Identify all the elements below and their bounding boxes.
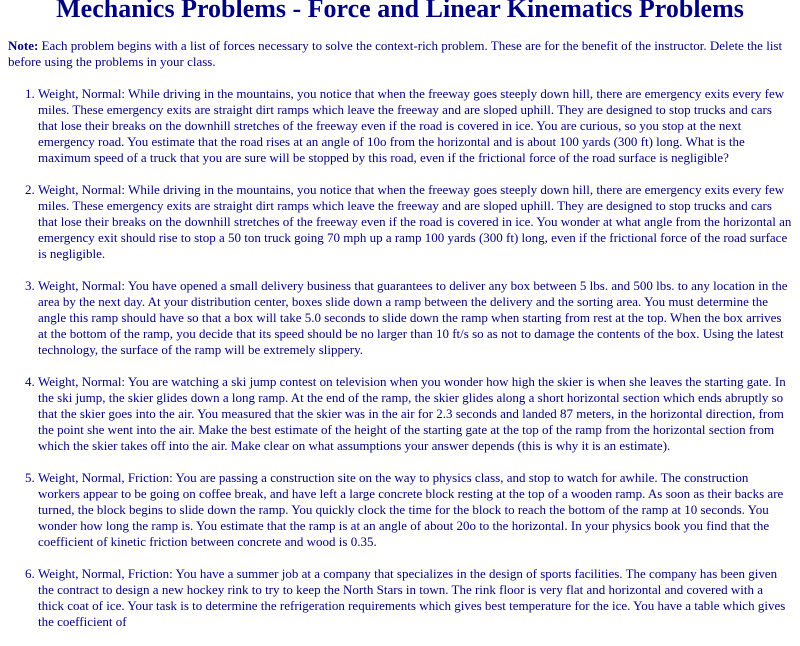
problem-item-6: 6. Weight, Normal, Friction: You have a summer job at a company that specializes in the design of sports facilities. The company has been given the contract to design a new hockey rink to try to keep the North Stars in town. The rink floor is very flat and horizontal and covered with a thick coat of ice. Your task is to determine the refrigeration requirements which gives best temperature for the ice. You have a table which gives the coefficient of bbox=[38, 566, 792, 630]
document-page bbox=[8, 0, 792, 646]
problem-item-3: 3. Weight, Normal: You have opened a small delivery business that guarantees to deliver any box between 5 lbs. and 500 lbs. to any location in the area by the next day. At your distribution center, boxes slide down a ramp between the delivery and the sorting area. You must determine the angle this ramp should have so that a box will take 5.0 seconds to slide down the ramp when starting from rest at the top. When the box arrives at the bottom of the ramp, you decide that its speed should be no larger than 10 ft/s so as not to damage the contents of the box. Using the latest technology, the surface of the ramp will be extremely slippery. bbox=[38, 278, 792, 358]
problem-item-5: 5. Weight, Normal, Friction: You are passing a construction site on the way to physics class, and stop to watch for awhile. The construction workers appear to be going on coffee break, and have left a large concrete block resting at the top of a wooden ramp. As soon as their backs are turned, the block begins to slide down the ramp. You quickly clock the time for the block to reach the bottom of the ramp at 10 seconds. You wonder how long the ramp is. You estimate that the ramp is at an angle of about 20o to the horizontal. In your physics book you find that the coefficient of kinetic friction between concrete and wood is 0.35. bbox=[38, 470, 792, 550]
instructor-note bbox=[8, 38, 792, 70]
note-label: Note: bbox=[8, 38, 39, 53]
problem-item-2: 2. Weight, Normal: While driving in the mountains, you notice that when the freeway goes steeply down hill, there are emergency exits every few miles. These emergency exits are straight dirt ramps which leave the freeway and are sloped uphill. They are designed to stop trucks and cars that lose their breaks on the downhill stretches of the freeway even if the road is covered in ice. You wonder at what angle from the horizontal an emergency exit should rise to stop a 50 ton truck going 70 mph up a ramp 100 yards (300 ft) long, even if the frictional force of the road surface is negligible. bbox=[38, 182, 792, 262]
problem-list bbox=[8, 86, 792, 630]
note-text: Each problem begins with a list of forces necessary to solve the context-rich problem. These are for the benefit of the instructor. Delete the list before using the problems in your class. bbox=[8, 38, 783, 69]
page-title: Mechanics Problems - Force and Linear Kinematics Problems bbox=[56, 0, 744, 23]
problem-item-1: 1. Weight, Normal: While driving in the mountains, you notice that when the freeway goes steeply down hill, there are emergency exits every few miles. These emergency exits are straight dirt ramps which leave the freeway and are sloped uphill. They are designed to stop trucks and cars that lose their breaks on the downhill stretches of the freeway even if the road is covered in ice. You are curious, so you stop at the next emergency road. You estimate that the road rises at an angle of 10o from the horizontal and is about 100 yards (300 ft) long. What is the maximum speed of a truck that you are sure will be stopped by this road, even if the frictional force of the road surface is negligible? bbox=[38, 86, 792, 166]
problem-item-4: 4. Weight, Normal: You are watching a ski jump contest on television when you wonder how high the skier is when she leaves the starting gate. In the ski jump, the skier glides down a long ramp. At the end of the ramp, the skier glides along a short horizontal section which ends abruptly so that the skier goes into the air. You measured that the skier was in the air for 2.3 seconds and landed 87 meters, in the horizontal direction, from the point she went into the air. Make the best estimate of the height of the starting gate at the top of the ramp from the horizontal section from which the skier takes off into the air. Make clear on what assumptions your answer depends (this is why it is an estimate). bbox=[38, 374, 792, 454]
